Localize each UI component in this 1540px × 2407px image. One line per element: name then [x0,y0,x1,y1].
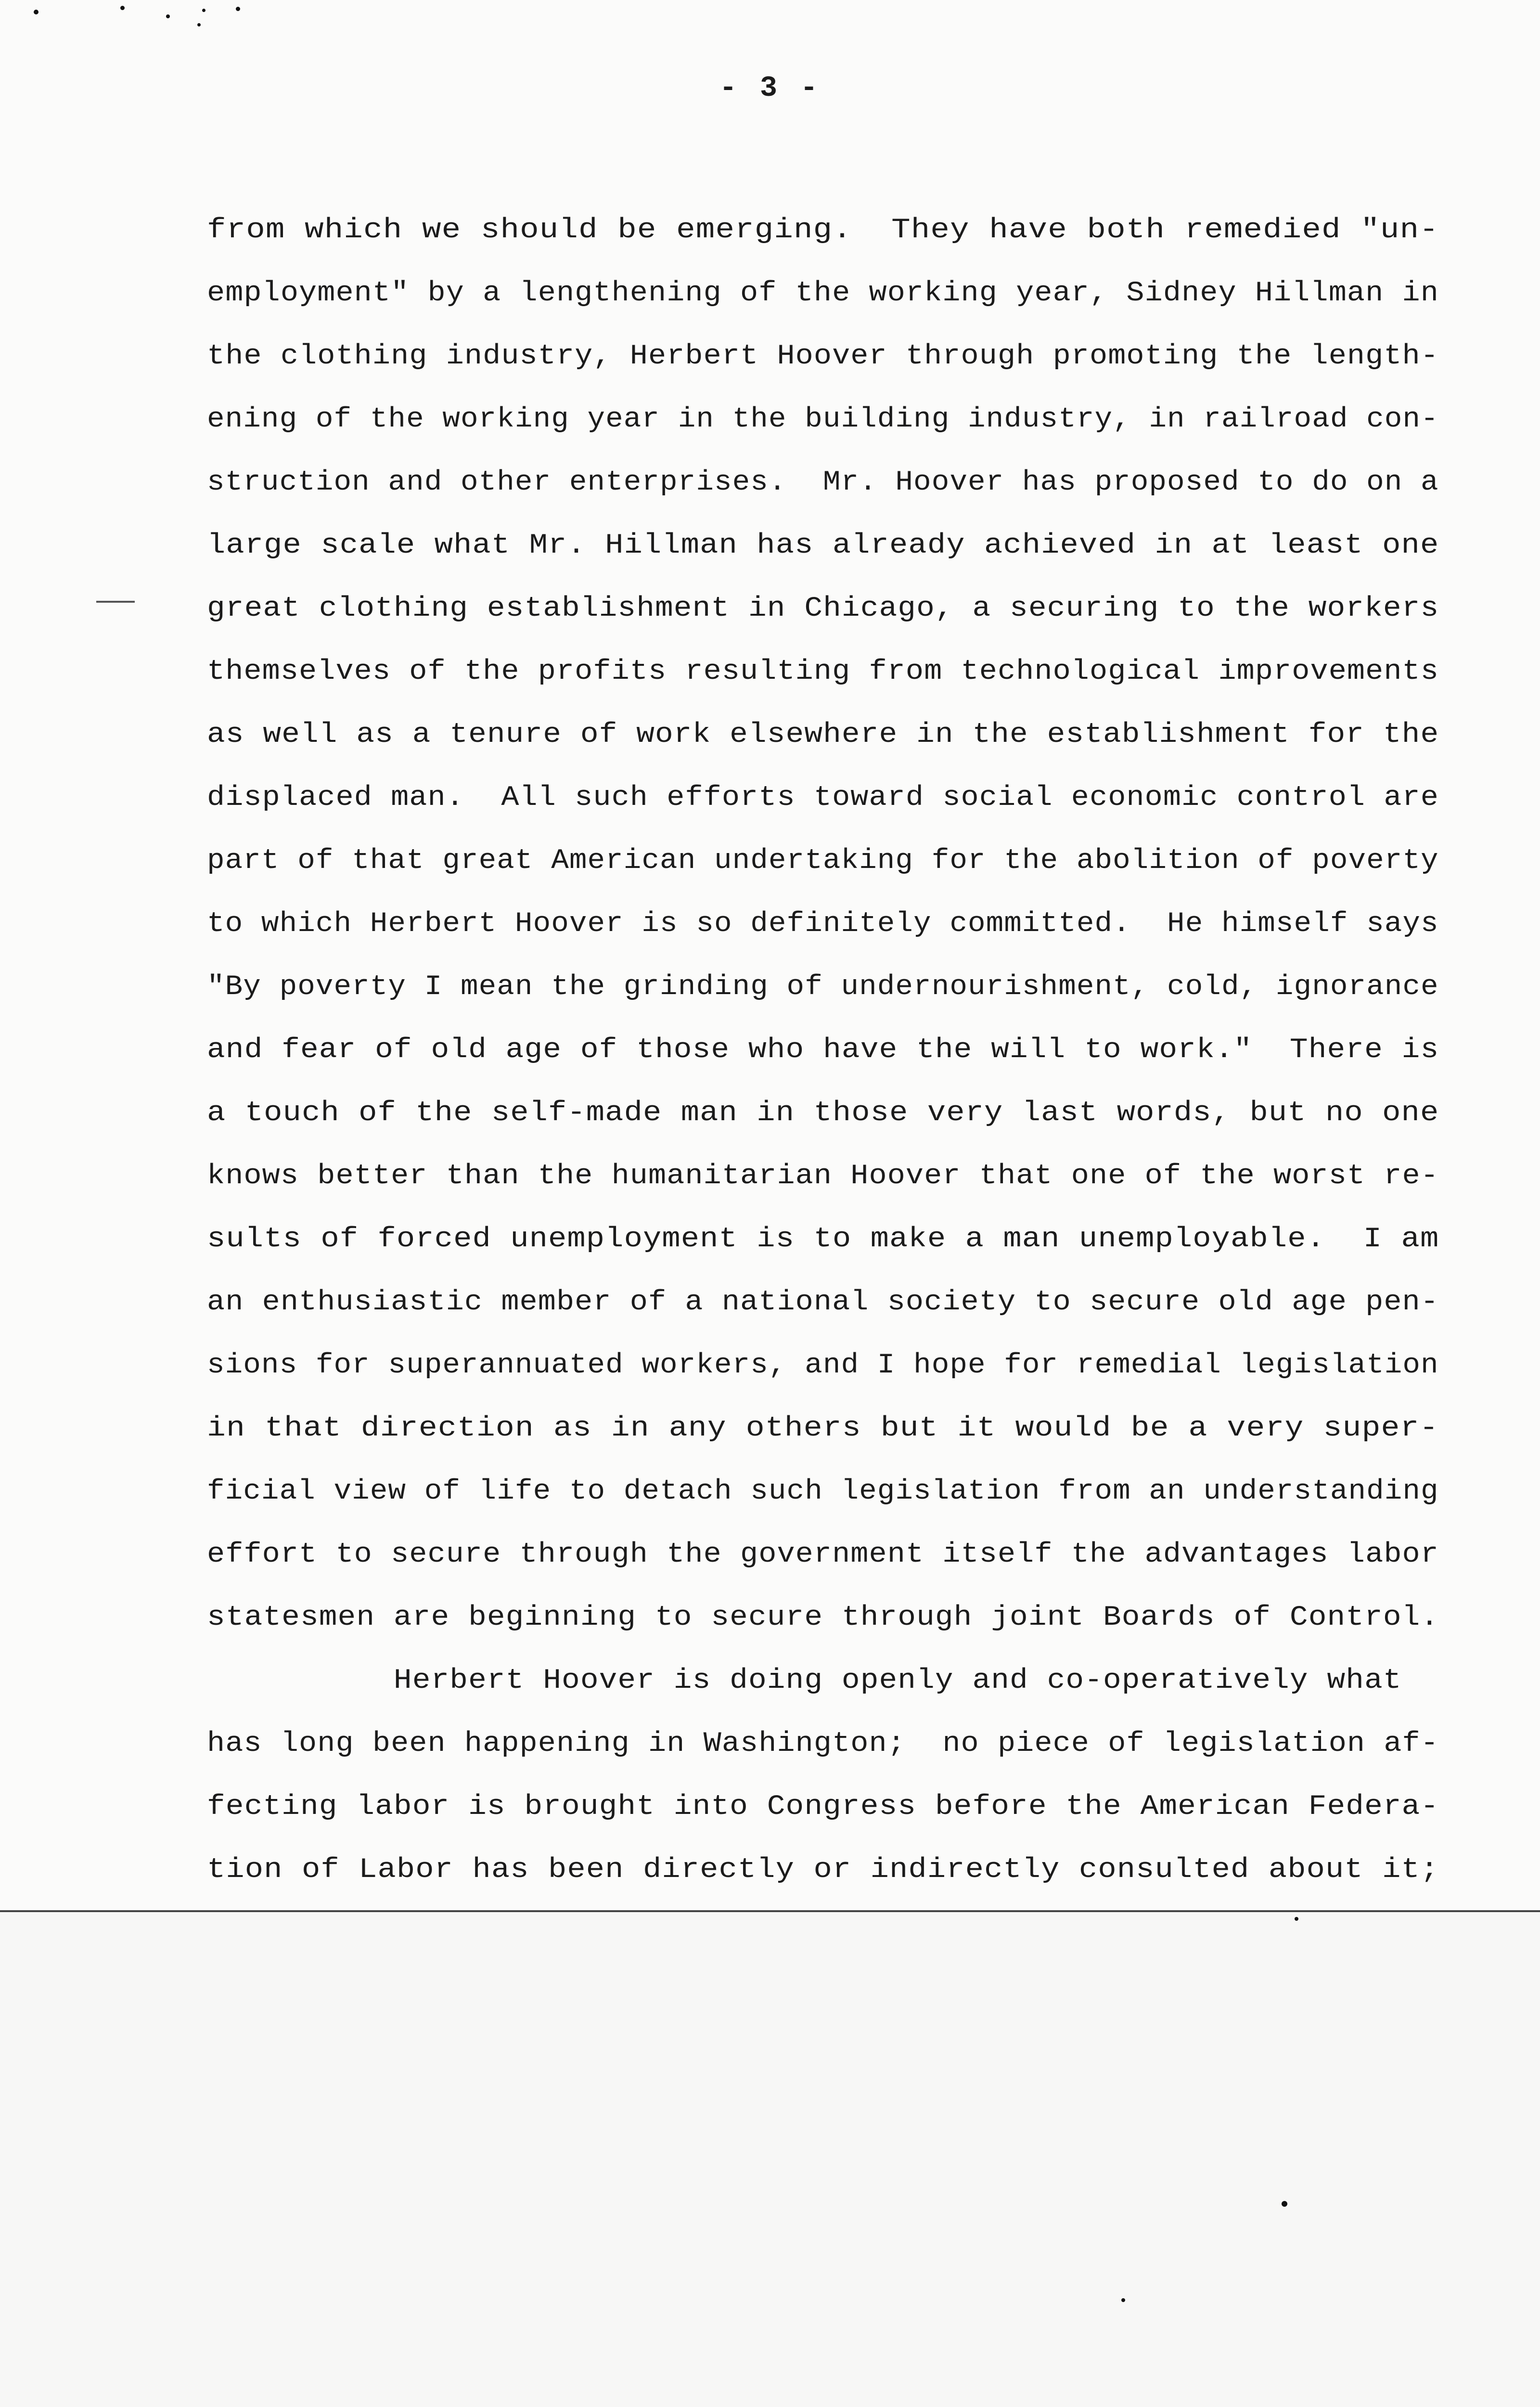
text-line: great clothing establishment in Chicago, a securing to the workers [207,593,1439,624]
text-line: a touch of the self-made man in those very last words, but no one [207,1098,1439,1129]
corner-speck [34,10,38,14]
text-line: from which we should be emerging. They have both remedied "un- [207,215,1439,246]
sheet-speck [1295,1917,1298,1921]
text-line: effort to secure through the government itself the advantages labor [207,1539,1439,1570]
text-line: as well as a tenure of work elsewhere in the establishment for the [207,719,1439,751]
text-line: sults of forced unemployment is to make a man unemployable. I am [207,1224,1439,1255]
corner-speck [120,6,125,10]
text-line: ficial view of life to detach such legislation from an understanding [207,1476,1439,1507]
text-line: part of that great American undertaking for the abolition of poverty [207,845,1439,877]
text-line: Herbert Hoover is doing openly and co-operatively what [207,1665,1402,1696]
text-line: large scale what Mr. Hillman has already achieved in at least one [207,530,1439,561]
text-line: struction and other enterprises. Mr. Hoover has proposed to do on a [207,467,1439,498]
corner-speck [202,9,205,12]
text-line: fecting labor is brought into Congress before the American Federa- [207,1791,1439,1823]
corner-speck [166,14,170,18]
text-line: knows better than the humanitarian Hoover that one of the worst re- [207,1161,1439,1192]
text-line: tion of Labor has been directly or indirectly consulted about it; [207,1854,1439,1886]
text-line: the clothing industry, Herbert Hoover through promoting the length- [207,341,1439,372]
text-line: themselves of the profits resulting from technological improvements [207,656,1439,687]
text-line: "By poverty I mean the grinding of undernourishment, cold, ignorance [207,971,1439,1003]
page-number: - 3 - [719,72,821,105]
text-line: has long been happening in Washington; no piece of legislation af- [207,1728,1439,1760]
text-line: displaced man. All such efforts toward social economic control are [207,782,1439,814]
text-line: sions for superannuated workers, and I hope for remedial legislation [207,1350,1439,1381]
sheet-speck [1121,2298,1125,2302]
text-line: an enthusiastic member of a national society to secure old age pen- [207,1287,1439,1318]
sheet-speck [1282,2201,1287,2207]
corner-speck [197,23,201,26]
margin-mark [96,601,135,603]
text-line: in that direction as in any others but it would be a very super- [207,1413,1439,1444]
text-line: statesmen are beginning to secure through joint Boards of Control. [207,1602,1439,1633]
text-line: ening of the working year in the building industry, in railroad con- [207,404,1439,435]
corner-speck [236,7,240,11]
text-line: and fear of old age of those who have the will to work." There is [207,1035,1439,1066]
text-line: employment" by a lengthening of the working year, Sidney Hillman in [207,278,1439,309]
blank-lower-sheet [0,1912,1540,2407]
text-line: to which Herbert Hoover is so definitely committed. He himself says [207,908,1439,940]
